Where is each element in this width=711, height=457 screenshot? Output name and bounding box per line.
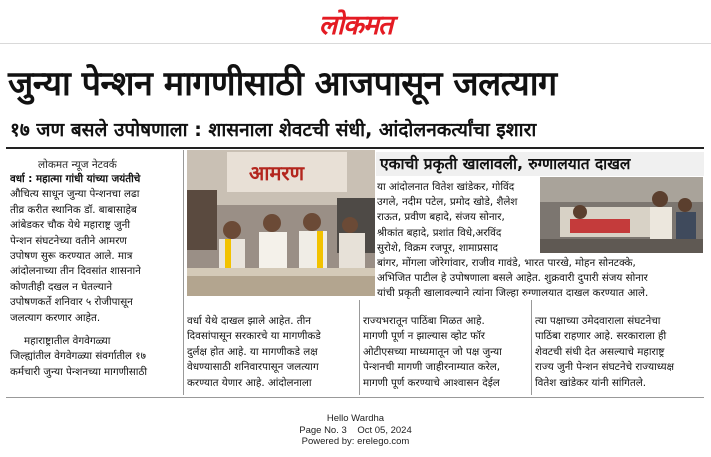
sidebar-line: सुरोशे, विक्रम रजपूर, शामाप्रसाद — [377, 241, 499, 254]
sidebar-line: यांची प्रकृती खालावल्याने त्यांना जिल्हा रुग्णालयात दाखल करण्यात आले. — [377, 287, 649, 300]
page-number-date: Page No. 3 Oct 05, 2024 — [299, 424, 412, 436]
sidebar-line: उगले, नदीम पटेल, प्रमोद खोडे, शैलेश — [377, 196, 518, 209]
article-column-3 — [363, 314, 529, 391]
column-line: दिवसांपासून सरकारचे या मागणीकडे — [187, 330, 321, 343]
article-subheadline: १७ जण बसले उपोषणाला : शासनाला शेवटची संधी, आंदोलनकर्त्यांचा इशारा — [10, 119, 537, 141]
article-column-4 — [535, 314, 705, 391]
column-line: दुर्लक्ष होत आहे. या मागणीकडे लक्ष — [187, 345, 318, 358]
sidebar-long-lines — [377, 256, 704, 302]
masthead — [0, 0, 711, 44]
byline: लोकमत न्यूज नेटवर्क — [38, 159, 117, 171]
column-line: शेवटची संधी देत असल्याचे महाराष्ट्र — [535, 345, 665, 358]
column-line: वेधण्यासाठी शनिवारपासून जलत्याग — [187, 361, 319, 374]
sidebar-line: अभिजित पाटील हे उपोषणाला बसले आहेत. शुक्रवारी दुपारी संजय सोनार — [377, 272, 648, 285]
column-line: करण्यात येणार आहे. आंदोलनाला — [187, 376, 312, 389]
divider-bottom — [6, 397, 704, 398]
article-headline: जुन्या पेन्शन मागणीसाठी आजपासून जलत्याग — [8, 64, 557, 104]
column-line: उपोषणकर्ते शनिवार ५ रोजीपासून — [10, 296, 133, 309]
column-line: जिल्ह्यांतील वेगवेगळ्या संवर्गातील १७ — [10, 350, 146, 363]
column-line: आंदोलनाच्या तीन दिवसांत शासनाने — [10, 265, 141, 278]
sidebar-short-lines — [377, 180, 539, 256]
column-line: राज्यभरातून पाठिंबा मिळत आहे. — [363, 315, 485, 327]
protest-photo-image — [187, 150, 375, 296]
sidebar-line: या आंदोलनात वितेश खांडेकर, गोविंद — [377, 181, 515, 193]
page-footer — [0, 413, 711, 448]
sidebar-line: राऊत, प्रवीण बहादे, संजय सोनार, — [377, 211, 505, 224]
column-line — [10, 326, 180, 334]
column-line: वर्धा : महात्मा गांधी यांच्या जयंतीचे — [10, 173, 141, 185]
column-line: कोणतीही दखल न घेतल्याने — [10, 280, 113, 293]
sidebar-headline: एकाची प्रकृती खालावली, रुग्णालयात दाखल — [376, 152, 704, 176]
banner-text: आमरण — [249, 161, 305, 185]
article-column-1 — [10, 172, 180, 380]
newspaper-logo: लोकमत — [318, 10, 393, 41]
divider-top — [6, 147, 704, 149]
column-line: पेन्शनची मागणी जाहीरनाम्यात करेल, — [363, 361, 501, 374]
powered-by: Powered by: erelego.com — [301, 436, 410, 447]
edition-name: Hello Wardha — [326, 413, 385, 424]
column-line: मागणी पूर्ण करण्याचे आश्वासन देईल — [363, 376, 500, 389]
column-line: उपोषण सुरू करण्यात आले. मात्र — [10, 250, 133, 263]
column-line: औचित्य साधून जुन्या पेन्शनचा लढा — [10, 188, 140, 201]
column-line: त्या पक्षाच्या उमेदवाराला संघटनेचा — [535, 315, 661, 327]
column-line: मागणी पूर्ण न झाल्यास व्होट फॉर — [363, 330, 485, 343]
column-line: महाराष्ट्रातील वेगवेगळ्या — [24, 335, 111, 348]
column-divider-1 — [183, 150, 184, 395]
column-line: कर्मचारी जुन्या पेन्शनच्या मागणीसाठी — [10, 365, 148, 378]
column-line: राज्य जुनी पेन्शन संघटनेचे राज्याध्यक्ष — [535, 361, 675, 374]
column-line: तीव्र करीत स्थानिक डॉ. बाबासाहेब — [10, 203, 137, 216]
hospital-photo — [540, 177, 703, 253]
column-line: पेन्शन संघटनेच्या वतीने आमरण — [10, 234, 127, 247]
column-divider-2 — [359, 300, 360, 395]
protest-photo — [187, 150, 375, 296]
column-line: ओटीएसच्या माध्यमातून जो पक्ष जुन्या — [363, 345, 502, 358]
sidebar-line: बांगर, मोंगला जोरेगांवार, राजीव गावंडे, भारत पारखे, मोहन सोनटक्के, — [377, 257, 636, 269]
column-line: वर्धा येथे दाखल झाले आहेत. तीन — [187, 315, 311, 327]
hospital-photo-image — [540, 177, 703, 253]
sidebar-line: श्रीकांत बहादे, प्रशांत विधे,अरविंद — [377, 226, 502, 239]
article-column-2 — [187, 314, 357, 391]
column-divider-3 — [531, 300, 532, 395]
column-line: पाठिंबा राहणार आहे. सरकाराला ही — [535, 330, 667, 343]
column-line: वितेश खांडेकर यांनी सांगितले. — [535, 376, 647, 389]
column-line: जलत्याग करणार आहेत. — [10, 311, 101, 324]
column-line: आंबेडकर चौक येथे महाराष्ट्र जुनी — [10, 219, 130, 232]
